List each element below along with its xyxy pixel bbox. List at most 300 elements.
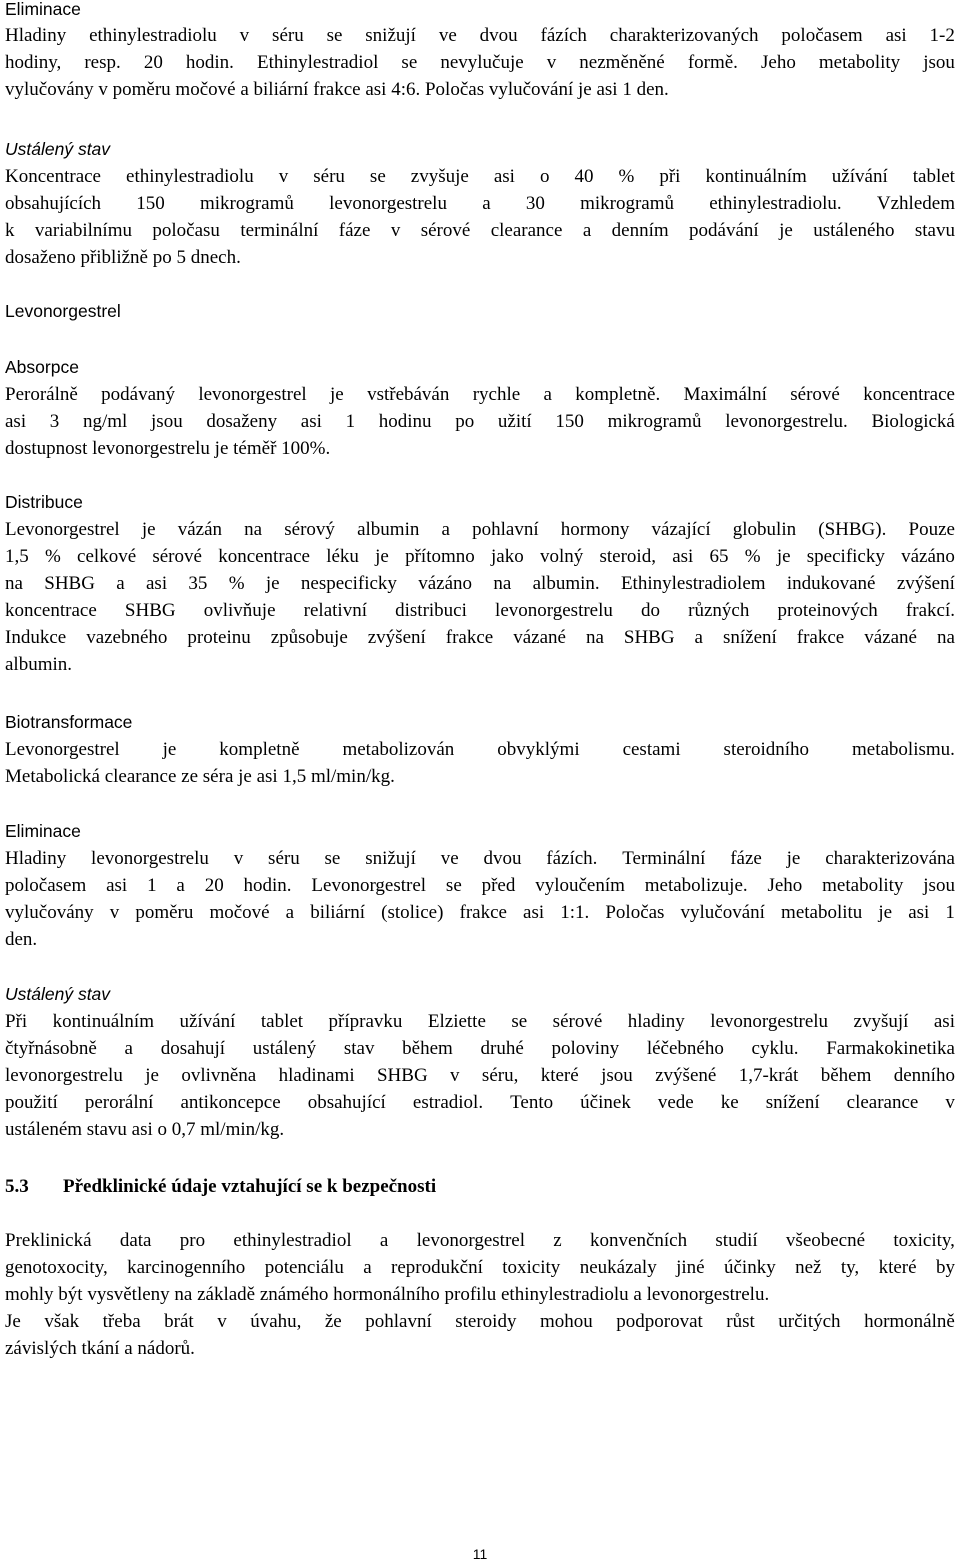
word: na	[493, 573, 512, 594]
word: které	[878, 1257, 917, 1278]
word: vázané	[513, 627, 566, 648]
word: druhé	[480, 1038, 524, 1059]
paragraph-line	[5, 1254, 955, 1281]
word: kompletně	[219, 739, 300, 760]
heading-eliminace: Eliminace	[5, 821, 81, 841]
word: dosahují	[160, 1038, 226, 1059]
word: ty,	[840, 1257, 860, 1278]
word: zvýšení	[896, 573, 955, 594]
heading-levonorgestrel: Levonorgestrel	[5, 301, 121, 321]
word: a	[582, 220, 592, 241]
word: genotoxocity,	[5, 1257, 108, 1278]
word: antikoncepce	[180, 1092, 281, 1113]
word: obsahujících	[5, 193, 102, 214]
word: snížení	[722, 627, 777, 648]
word: asi	[523, 902, 545, 923]
word: ustáleného	[813, 220, 895, 241]
paragraph-line	[5, 872, 955, 899]
word: do	[641, 600, 661, 621]
word: asi	[908, 902, 930, 923]
word: a	[543, 384, 552, 405]
word: metabolity	[822, 875, 904, 896]
word: (stolice)	[381, 902, 444, 923]
word: užívání	[831, 166, 888, 187]
word: přítomno	[405, 546, 475, 567]
word: přípravku	[328, 1011, 403, 1032]
word: Poločas	[605, 902, 665, 923]
word: %	[228, 573, 245, 594]
word: než	[795, 1257, 822, 1278]
word: Při	[5, 1011, 28, 1032]
word: čtyřnásobně	[5, 1038, 97, 1059]
word: Je	[5, 1311, 21, 1332]
word: však	[44, 1311, 80, 1332]
word: ve	[438, 25, 457, 46]
heading-eliminace: Eliminace	[5, 0, 81, 19]
word: steroidního	[723, 739, 810, 760]
word: denního	[893, 1065, 955, 1086]
word: koncentrace	[218, 546, 310, 567]
word: snižují	[365, 25, 416, 46]
word: %	[744, 546, 761, 567]
word: obvyklými	[497, 739, 580, 760]
word: na	[5, 573, 23, 594]
heading-absorpce: Absorpce	[5, 357, 79, 377]
heading-ustaleny-stav: Ustálený stav	[5, 984, 111, 1004]
word: ethinylestradiolu	[126, 166, 254, 187]
heading-ustaleny-stav: Ustálený stav	[5, 139, 111, 159]
word: v	[450, 1065, 460, 1086]
word: levonorgestrelu	[5, 1065, 123, 1086]
word: se	[326, 25, 343, 46]
word: vylučovány	[5, 902, 94, 923]
word: koncentrace	[5, 600, 97, 621]
paragraph-line	[5, 1308, 955, 1335]
paragraph-line	[5, 1227, 955, 1254]
word: séru	[313, 166, 345, 187]
word: vázající	[651, 519, 711, 540]
word: snižují	[365, 848, 416, 869]
word: cestami	[622, 739, 681, 760]
word: o	[539, 166, 550, 187]
word: konvenčních	[590, 1230, 688, 1251]
paragraph-line: albumin.	[5, 654, 73, 675]
word: vylučování	[680, 902, 765, 923]
word: hladinami	[278, 1065, 355, 1086]
word: v	[945, 1092, 955, 1113]
word: z	[553, 1230, 562, 1251]
word: fázích.	[546, 848, 598, 869]
word: SHBG	[376, 1065, 428, 1086]
word: je	[145, 1065, 159, 1086]
word: 1:1.	[560, 902, 590, 923]
word: ke	[720, 1092, 739, 1113]
paragraph-line	[5, 624, 955, 651]
word: 1,5	[5, 546, 29, 567]
word: sérový	[284, 519, 335, 540]
word: 150	[136, 193, 165, 214]
word: ng/ml	[82, 411, 128, 432]
word: obsahující	[307, 1092, 386, 1113]
word: mikrogramů	[580, 193, 674, 214]
word: asi	[493, 166, 515, 187]
heading-distribuce: Distribuce	[5, 492, 83, 512]
word: na	[585, 627, 604, 648]
word: metabolitu	[781, 902, 863, 923]
word: vstřebáván	[367, 384, 450, 405]
paragraph-line	[5, 597, 955, 624]
word: během	[820, 1065, 872, 1086]
word: potenciálu	[264, 1257, 344, 1278]
word: poločasem	[5, 875, 87, 896]
word: léčebného	[646, 1038, 724, 1059]
word: mohou	[539, 1311, 593, 1332]
word: SHBG	[623, 627, 675, 648]
word: a	[124, 1038, 133, 1059]
word: jsou	[601, 1065, 633, 1086]
word: v	[233, 848, 244, 869]
page-number: 11	[472, 1546, 488, 1562]
word: proteinu	[187, 627, 251, 648]
word: asi	[300, 411, 322, 432]
word: frakce	[445, 627, 494, 648]
word: účinek	[580, 1092, 631, 1113]
word: reprodukční	[391, 1257, 483, 1278]
word: Biologická	[871, 411, 955, 432]
word: albumin.	[532, 573, 600, 594]
word: levonorgestrelu	[329, 193, 447, 214]
word: nezměněné	[579, 52, 665, 73]
word: zvyšují	[853, 1011, 909, 1032]
word: brát	[164, 1311, 194, 1332]
word: clearance	[490, 220, 563, 241]
word: před	[481, 875, 516, 896]
word: různých	[688, 600, 750, 621]
word: ethinylestradiol	[233, 1230, 352, 1251]
paragraph-line	[5, 736, 955, 763]
word: fázích	[540, 25, 587, 46]
paragraph-line: den.	[5, 929, 38, 950]
word: hladiny	[627, 1011, 685, 1032]
word: nevylučuje	[440, 52, 524, 73]
word: SHBG	[124, 600, 176, 621]
word: asi	[672, 546, 694, 567]
paragraph-line: ustáleném stavu asi o 0,7 ml/min/kg.	[5, 1119, 285, 1140]
word: způsobuje	[270, 627, 348, 648]
word: charakterizovaných	[609, 25, 759, 46]
word: podporovat	[616, 1311, 703, 1332]
word: distribuci	[395, 600, 467, 621]
word: Elziette	[427, 1011, 486, 1032]
word: v	[109, 902, 120, 923]
word: tablet	[260, 1011, 304, 1032]
word: kompletně.	[575, 384, 661, 405]
word: Maximální	[683, 384, 767, 405]
word: užití	[497, 411, 532, 432]
word: a	[379, 1230, 389, 1251]
word: dosaženy	[206, 411, 278, 432]
word: formě.	[687, 52, 738, 73]
word: Perorálně	[5, 384, 78, 405]
word: všeobecné	[785, 1230, 866, 1251]
word: dvou	[479, 25, 518, 46]
word: Levonorgestrel	[5, 519, 120, 540]
word: estradiol.	[412, 1092, 484, 1113]
word: růst	[726, 1311, 755, 1332]
word: Vzhledem	[876, 193, 955, 214]
word: vázán	[177, 519, 223, 540]
word: poměru	[135, 902, 194, 923]
word: vázáno	[418, 573, 473, 594]
word: séru	[272, 25, 304, 46]
word: perorální	[84, 1092, 154, 1113]
paragraph-line: vylučovány v poměru močové a biliární frakce asi 4:6. Poločas vylučování je asi 1 den.	[5, 79, 669, 100]
word: je	[375, 546, 389, 567]
word: 1,7-krát	[738, 1065, 799, 1086]
word: ovlivňuje	[203, 600, 276, 621]
word: vede	[657, 1092, 694, 1113]
word: levonorgestrelu	[91, 848, 209, 869]
word: volný	[539, 546, 584, 567]
word: denním	[611, 220, 669, 241]
word: hormonálně	[864, 1311, 955, 1332]
paragraph-line	[5, 381, 955, 408]
word: sérové	[420, 220, 471, 241]
word: hodin.	[185, 52, 234, 73]
word: levonorgestrelu	[710, 1011, 829, 1032]
word: koncentrace	[863, 384, 955, 405]
word: po	[455, 411, 475, 432]
word: zvýšené	[655, 1065, 717, 1086]
word: 65	[709, 546, 729, 567]
word: poloviny	[551, 1038, 620, 1059]
word: sérové	[152, 546, 202, 567]
paragraph-line: mohly být vysvětleny na základě známého hormonálního profilu ethinylestradiolu a levonorgestrelu.	[5, 1284, 770, 1305]
word: je	[265, 573, 280, 594]
word: vyloučením	[535, 875, 625, 896]
word: celkové	[77, 546, 137, 567]
word: mikrogramů	[199, 193, 294, 214]
word: v	[390, 220, 401, 241]
word: séru,	[481, 1065, 519, 1086]
paragraph-line	[5, 1089, 955, 1116]
paragraph-line	[5, 570, 955, 597]
word: a	[441, 519, 450, 540]
paragraph-line	[5, 22, 955, 49]
word: 1-2	[929, 25, 955, 46]
word: poločasu	[152, 220, 220, 241]
word: Preklinická	[5, 1230, 92, 1251]
word: Hladiny	[5, 25, 67, 46]
word: cyklu.	[751, 1038, 799, 1059]
word: biliární	[310, 902, 366, 923]
word: 1	[345, 411, 356, 432]
word: se	[401, 52, 418, 73]
word: užívání	[179, 1011, 236, 1032]
word: jako	[491, 546, 524, 567]
word: fáze	[730, 848, 762, 869]
word: a	[694, 627, 703, 648]
word: 35	[188, 573, 208, 594]
word: snížení	[765, 1092, 820, 1113]
word: levonorgestrelu	[495, 600, 613, 621]
word: je	[776, 546, 791, 567]
paragraph-line	[5, 845, 955, 872]
word: levonorgestrel	[416, 1230, 525, 1251]
word: podávání	[689, 220, 759, 241]
word: zvyšuje	[410, 166, 469, 187]
word: a	[482, 193, 491, 214]
word: ve	[440, 848, 459, 869]
word: vázáno	[901, 546, 955, 567]
word: zvýšení	[367, 627, 426, 648]
word: rychle	[472, 384, 521, 405]
word: 1	[945, 902, 955, 923]
word: léku	[326, 546, 359, 567]
word: ustálený	[252, 1038, 317, 1059]
paragraph-line	[5, 1035, 955, 1062]
word: Levonorgestrel	[311, 875, 427, 896]
word: %	[44, 546, 61, 567]
word: hodinu	[378, 411, 432, 432]
word: v	[239, 25, 250, 46]
word: asi	[933, 1011, 955, 1032]
paragraph-line	[5, 516, 955, 543]
paragraph-line	[5, 899, 955, 926]
word: k	[5, 220, 15, 241]
word: steroid,	[599, 546, 656, 567]
word: podávaný	[101, 384, 176, 405]
word: 40	[574, 166, 594, 187]
word: se	[324, 848, 341, 869]
word: 20	[204, 875, 224, 896]
word: vazebného	[86, 627, 168, 648]
word: variabilnímu	[34, 220, 132, 241]
word: a	[285, 902, 295, 923]
word: 1	[147, 875, 157, 896]
paragraph-line: dosaženo přibližně po 5 dnech.	[5, 247, 241, 268]
word: se	[445, 875, 462, 896]
paragraph-line	[5, 49, 955, 76]
word: použití	[5, 1092, 58, 1113]
word: že	[324, 1311, 342, 1332]
word: Hladiny	[5, 848, 67, 869]
word: jsou	[923, 52, 955, 73]
word: karcinogenního	[127, 1257, 246, 1278]
word: pohlavní	[365, 1311, 432, 1332]
paragraph-line	[5, 190, 955, 217]
word: indukované	[786, 573, 876, 594]
word: Jeho	[767, 875, 803, 896]
paragraph-line	[5, 1008, 955, 1035]
paragraph-line: závislých tkání a nádorů.	[5, 1338, 195, 1359]
word: relativní	[303, 600, 367, 621]
word: na	[244, 519, 263, 540]
word: levonorgestrel	[198, 384, 307, 405]
word: metabolismu.	[852, 739, 955, 760]
word: určitých	[778, 1311, 841, 1332]
word: nespecificky	[300, 573, 397, 594]
word: mikrogramů	[607, 411, 702, 432]
word: se	[511, 1011, 528, 1032]
word: 20	[143, 52, 163, 73]
word: Tento	[510, 1092, 554, 1113]
word: specificky	[806, 546, 885, 567]
word: ethinylestradiolu	[89, 25, 217, 46]
word: třeba	[102, 1311, 141, 1332]
word: charakterizována	[825, 848, 955, 869]
word: jiné	[676, 1257, 705, 1278]
word: je	[162, 739, 177, 760]
word: %	[618, 166, 635, 187]
paragraph-line	[5, 217, 955, 244]
word: frakce	[459, 902, 507, 923]
word: a	[176, 875, 185, 896]
word: je	[330, 384, 344, 405]
word: asi	[5, 411, 27, 432]
word: ethinylestradiolu.	[709, 193, 842, 214]
word: (SHBG).	[818, 519, 887, 540]
word: pohlavní	[472, 519, 539, 540]
heading-biotransformace: Biotransformace	[5, 712, 133, 732]
word: Terminální	[622, 848, 706, 869]
word: Ethinylestradiol	[256, 52, 379, 73]
word: metabolizován	[342, 739, 455, 760]
word: je	[141, 519, 156, 540]
word: Indukce	[5, 627, 67, 648]
word: stav	[343, 1038, 375, 1059]
word: data	[119, 1230, 152, 1251]
word: v	[217, 1311, 227, 1332]
word: frakcí.	[905, 600, 955, 621]
word: hormony	[560, 519, 630, 540]
paragraph-line: dostupnost levonorgestrelu je téměř 100%.	[5, 438, 331, 459]
word: které	[540, 1065, 579, 1086]
word: a	[116, 573, 125, 594]
word: dvou	[483, 848, 522, 869]
paragraph-line: Metabolická clearance ze séra je asi 1,5 ml/min/kg.	[5, 766, 395, 787]
word: sérové	[552, 1011, 603, 1032]
word: je	[786, 848, 801, 869]
word: během	[402, 1038, 453, 1059]
word: metabolizuje.	[644, 875, 748, 896]
word: studií	[715, 1230, 758, 1251]
word: a	[363, 1257, 372, 1278]
word: 30	[525, 193, 545, 214]
word: globulin	[732, 519, 797, 540]
word: sérové	[790, 384, 840, 405]
word: močové	[209, 902, 270, 923]
word: asi	[146, 573, 168, 594]
word: 150	[555, 411, 584, 432]
word: clearance	[846, 1092, 919, 1113]
word: jsou	[923, 875, 955, 896]
word: Levonorgestrel	[5, 739, 120, 760]
paragraph-line	[5, 543, 955, 570]
word: fáze	[338, 220, 371, 241]
paragraph-line	[5, 163, 955, 190]
word: je	[779, 220, 793, 241]
word: metabolity	[818, 52, 901, 73]
word: účinky	[724, 1257, 776, 1278]
word: proteinových	[777, 600, 878, 621]
word: resp.	[84, 52, 121, 73]
word: vázané	[864, 627, 917, 648]
word: séru	[268, 848, 300, 869]
section-heading-5-3	[5, 1173, 436, 1200]
word: asi	[885, 25, 907, 46]
word: terminální	[240, 220, 319, 241]
